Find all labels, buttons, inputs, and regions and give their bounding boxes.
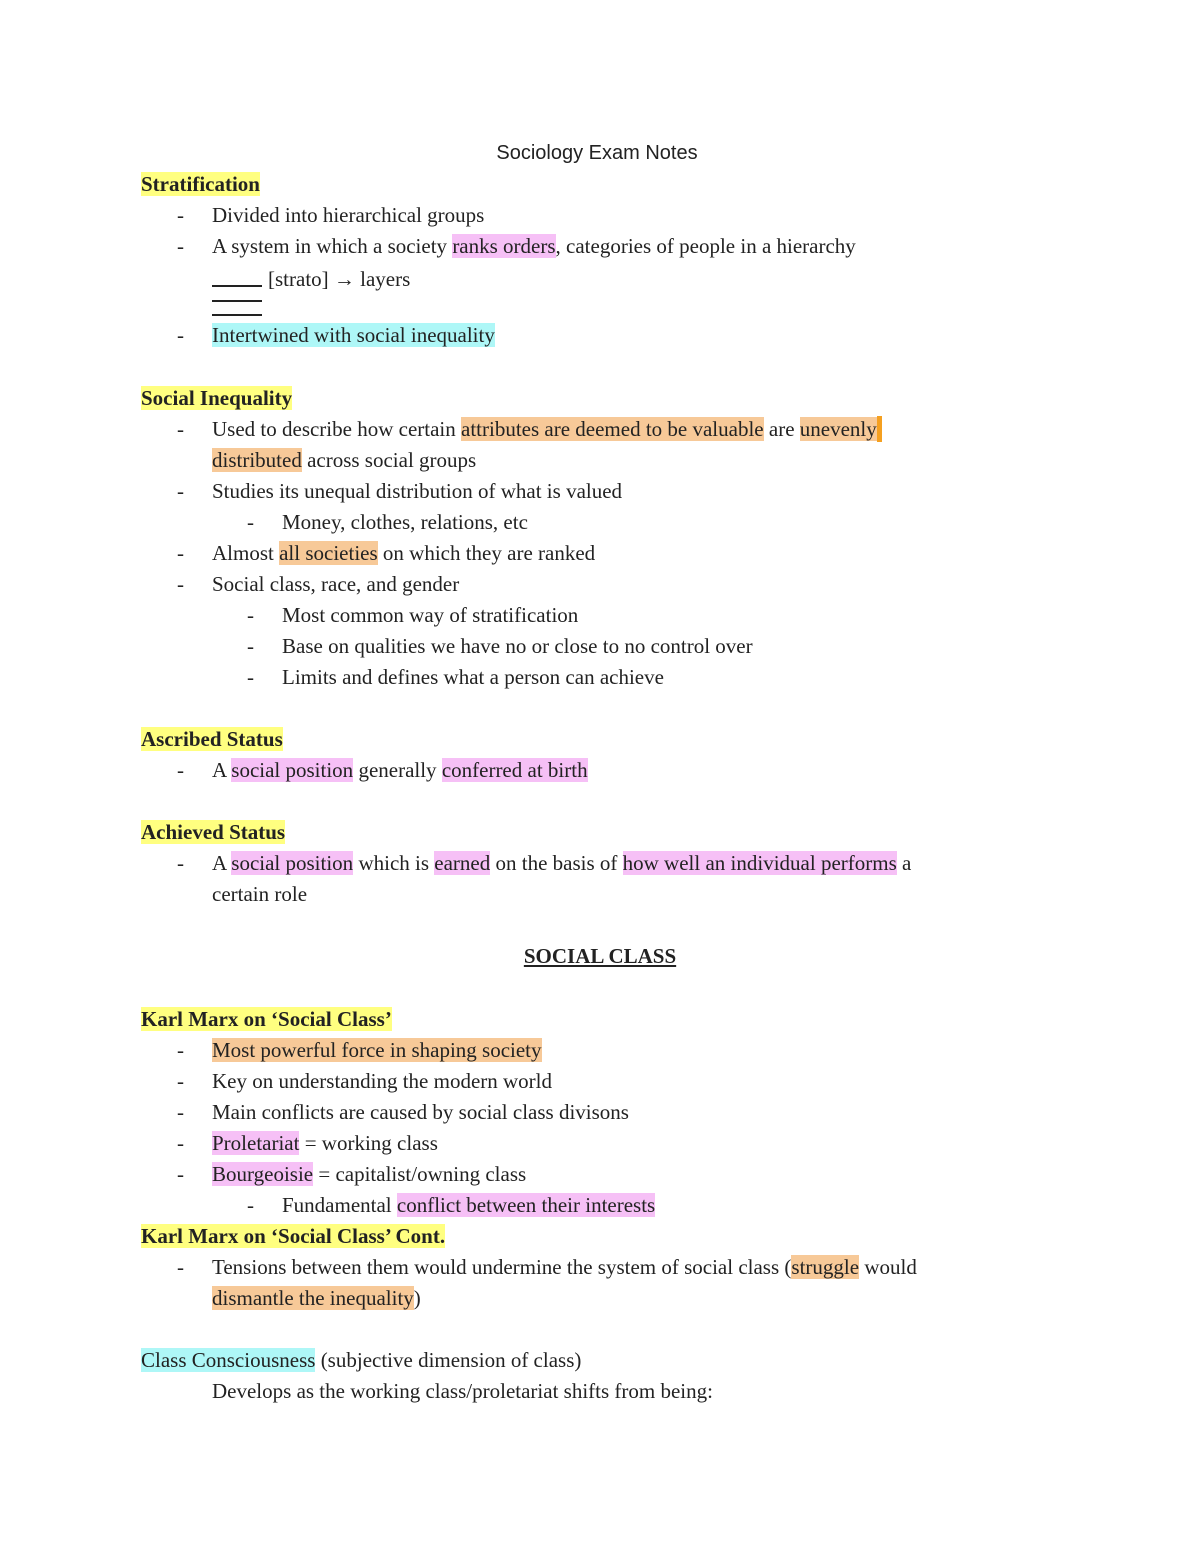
- bullet-dash: -: [177, 758, 184, 782]
- sub-list-item: Limits and defines what a person can achieve: [282, 665, 664, 689]
- strata-line-1: [212, 285, 262, 287]
- bullet-dash: -: [177, 234, 184, 258]
- bullet-dash: -: [177, 851, 184, 875]
- bullet-dash: -: [177, 323, 184, 347]
- bullet-dash: -: [177, 203, 184, 227]
- class-consciousness-detail: Develops as the working class/proletariat shifts from being:: [212, 1379, 713, 1403]
- list-item: A system in which a society ranks orders, categories of people in a hierarchy: [212, 234, 856, 258]
- list-item-continuation: distributed across social groups: [212, 448, 477, 472]
- strata-line-2: [212, 300, 262, 302]
- list-item: Bourgeoisie = capitalist/owning class: [212, 1162, 527, 1186]
- social-class-heading: SOCIAL CLASS: [523, 944, 677, 968]
- list-item: Main conflicts are caused by social class divisons: [212, 1100, 629, 1124]
- sub-bullet-dash: -: [247, 665, 254, 689]
- bullet-dash: -: [177, 1131, 184, 1155]
- list-item: A social position which is earned on the basis of how well an individual performs a: [212, 851, 912, 875]
- bullet-dash: -: [177, 1255, 184, 1279]
- sub-list-item: Base on qualities we have no or close to no control over: [282, 634, 753, 658]
- highlight-end-marker: [877, 416, 882, 442]
- karl-marx-heading: Karl Marx on ‘Social Class’: [141, 1007, 392, 1031]
- sub-bullet-dash: -: [247, 1193, 254, 1217]
- sub-bullet-dash: -: [247, 634, 254, 658]
- bullet-dash: -: [177, 541, 184, 565]
- list-item: Social class, race, and gender: [212, 572, 460, 596]
- ascribed-status-heading: Ascribed Status: [141, 727, 283, 751]
- strata-label: [strato] → layers: [268, 267, 411, 291]
- bullet-dash: -: [177, 572, 184, 596]
- list-item: Key on understanding the modern world: [212, 1069, 553, 1093]
- list-item: A social position generally conferred at birth: [212, 758, 588, 782]
- list-item: Studies its unequal distribution of what is valued: [212, 479, 623, 503]
- achieved-status-heading: Achieved Status: [141, 820, 286, 844]
- list-item: Proletariat = working class: [212, 1131, 438, 1155]
- sub-list-item: Most common way of stratification: [282, 603, 579, 627]
- list-item-continuation: dismantle the inequality): [212, 1286, 421, 1310]
- bullet-dash: -: [177, 1100, 184, 1124]
- list-item: Tensions between them would undermine the system of social class (struggle would: [212, 1255, 917, 1279]
- strata-line-3: [212, 314, 262, 316]
- stratification-heading: Stratification: [141, 172, 260, 196]
- bullet-dash: -: [177, 1069, 184, 1093]
- social-inequality-heading: Social Inequality: [141, 386, 293, 410]
- list-item: Almost all societies on which they are ranked: [212, 541, 596, 565]
- list-item-continuation: certain role: [212, 882, 308, 906]
- sub-bullet-dash: -: [247, 603, 254, 627]
- class-consciousness-line: Class Consciousness (subjective dimension of class): [141, 1348, 582, 1372]
- bullet-dash: -: [177, 1162, 184, 1186]
- sub-list-item: Fundamental conflict between their interests: [282, 1193, 656, 1217]
- page-title: Sociology Exam Notes: [496, 142, 698, 164]
- list-item: Used to describe how certain attributes are deemed to be valuable are unevenly: [212, 416, 882, 442]
- bullet-dash: -: [177, 1038, 184, 1062]
- karl-marx-cont-heading: Karl Marx on ‘Social Class’ Cont.: [141, 1224, 446, 1248]
- bullet-dash: -: [177, 417, 184, 441]
- list-item: Most powerful force in shaping society: [212, 1038, 542, 1062]
- list-item: Intertwined with social inequality: [212, 323, 495, 347]
- sub-list-item: Money, clothes, relations, etc: [282, 510, 528, 534]
- list-item: Divided into hierarchical groups: [212, 203, 485, 227]
- bullet-dash: -: [177, 479, 184, 503]
- sub-bullet-dash: -: [247, 510, 254, 534]
